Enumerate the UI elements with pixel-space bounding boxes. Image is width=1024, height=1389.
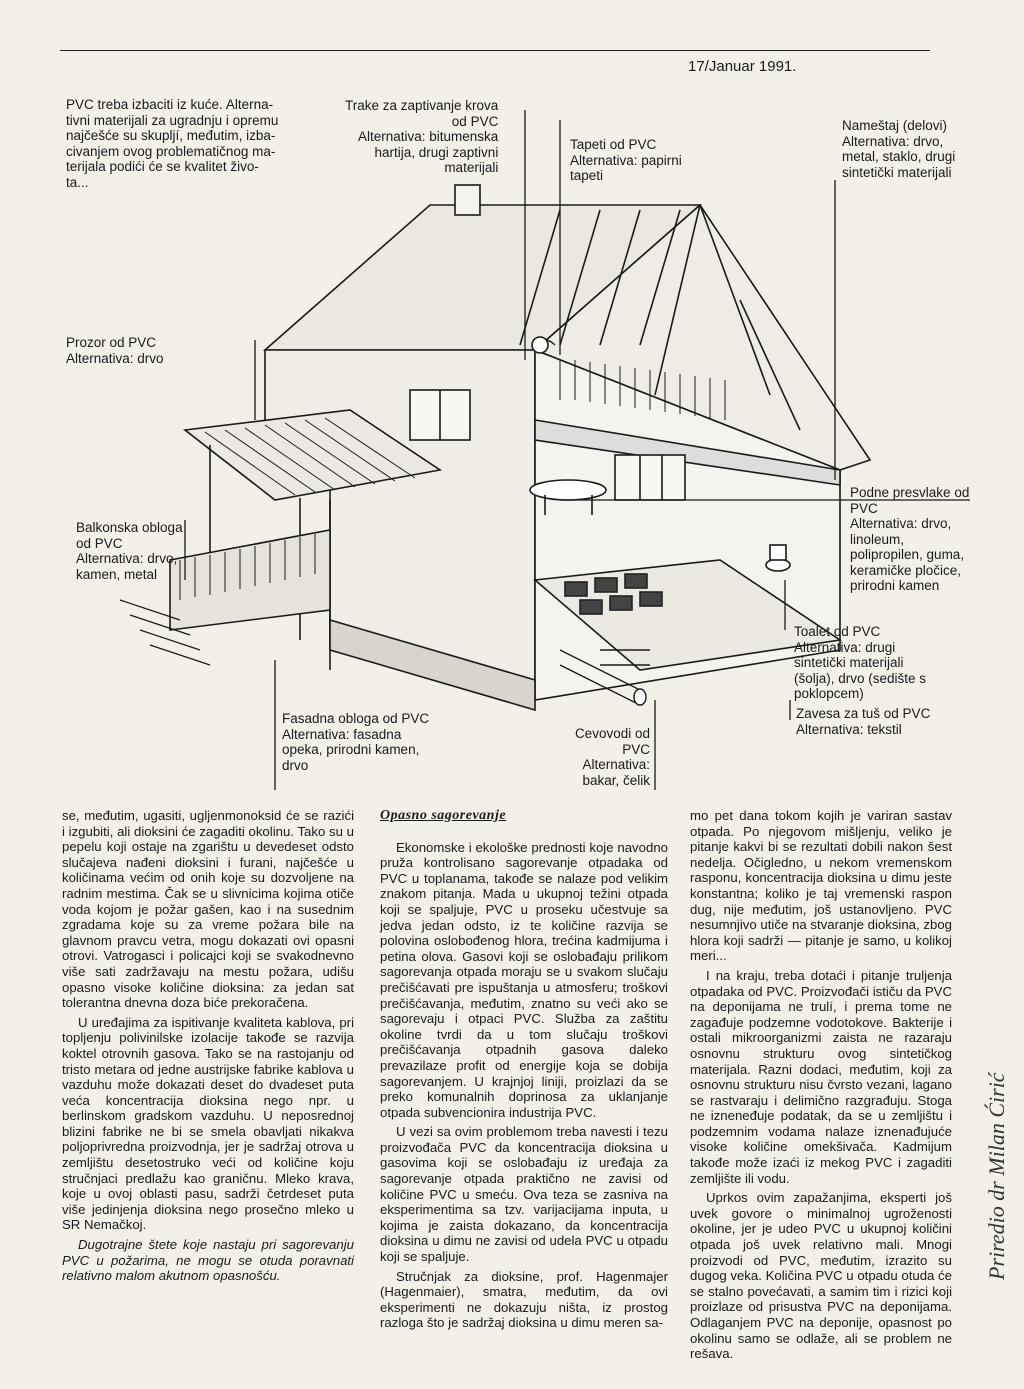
label-line: Alternativa: bitumenska [358, 129, 499, 144]
label-line: opeka, prirodni kamen, [282, 742, 420, 757]
label-zavesa [796, 706, 930, 737]
label-namestaj [842, 118, 955, 180]
label-line: linoleum, [850, 531, 905, 547]
paragraph: I na kraju, treba dotaći i pitanje truljenja otpadaka od PVC. Proizvođači ističu da PVC na deponijama ne trulí, i prema tome ne zagađuje podzemne vodotokove. Bakterije i ostali mikroorganizmi zaista ne razaraju osnovnu strukturu ovog sintetičkog materijala. Razni dodaci, međutim, koji za osnovnu strukturu nisu čvrsto vezani, lagano se rastvaraju i delimično razgrađuju. Stoga ne izneneđuje podatak, da se u zemljištu i podzemnim vodama nalaze iznenađujuće visoke količine omekšivača. Kadmijum takođe može izaći iz mekog PVC i zagaditi zemljište ili vodu. [690, 967, 952, 1186]
author-credit: Priredio dr Milan Ćirić [984, 1072, 1009, 1280]
issue-date: 17/Januar 1991. [688, 58, 797, 75]
label-prozor [66, 335, 164, 366]
intro-line: ta... [66, 174, 89, 190]
pipe-end [634, 689, 646, 705]
label-line: tapeti [570, 168, 604, 183]
cabinet [615, 455, 685, 500]
section-heading: Opasno sagorevanje [380, 808, 507, 823]
paragraph: U vezi sa ovim problemom treba navesti i tezu proizvođača PVC da koncentracija dioksina u gasovima koji se oslobađaju iz uređaja za sagorevanje otpada praktično ne zavisi od količine PVC u smeću. Ova teza se zasniva na eksperimentima sa tzv. varijacijama inputa, u kojima je zaista dokazano, da koncentracija dioksina u dimu ne zavisi od udela PVC u otpadu koji se spaljuje. [380, 1124, 668, 1265]
label-line: PVC [622, 741, 650, 757]
label-trake [345, 98, 498, 176]
label-line: Alternativa: tekstil [796, 721, 902, 737]
label-line: kamen, metal [76, 566, 158, 582]
paragraph: Ekonomske i ekološke prednosti koje navodno pruža kontrolisano sagorevanje otpadaka od PVC u toplanama, takođe se nalaze pod velikim znakom pitanja. Mada u ukupnoj težini otpada koji se spaljuje, PVC u proseku učestvuje sa jedva jedan odsto, iz te količine razvija se polovina oslobođenog hlora, trećina kadmijuma i petina olova. Gasovi koji se oslobađaju prilikom sagorevanja otpada moraju se u svakom slučaju prečišćavati pre ispuštanja u atmosferu; troškovi prečišćavanja, međutim, znatno su veći ako se sagorevaju i otpaci PVC. Služba za zaštitu okoline tvrdi da u tom slučaju troškovi prečišćavanja otpadnih gasova daleko prevazilaze profit od energije koja se dobija sagorevanjem. U krajnjoj liniji, proizlazi da se preko komunalnih doprinosa za uklanjanje otpada subvencionira industrija PVC. [380, 839, 668, 1120]
paragraph: se, međutim, ugasiti, ugljenmonoksid će se razići i izgubiti, ali dioksini će zagaditi okolinu. Tako su u pepelu koji ostaje na zgarištu u devedeset odsto slučajeva nađeni dioksini i furani, najčešće u količinama većim od onih koje su dozvoljene na radnim mestima. Čak se u slivnicima kojima otiče voda kojom je požar gašen, kao i na susednim zgradama koje su za vreme požara bile na glavnom pravcu vetra, mogu dokazati ovi opasni otrovi. Vatrogasci i policajci koji se svakodnevno više sati zadržavaju na mestu požara, udišu opasno visoke količine dioksina: za jedan sat tolerantna dnevna doza biće prekoračena. [62, 808, 354, 1011]
label-line: Alternativa: drvo, [842, 133, 944, 149]
label-line: PVC [850, 500, 878, 516]
label-line: metal, staklo, drugi [842, 149, 956, 164]
label-line: poklopcem) [794, 686, 864, 701]
paragraph: mo pet dana tokom kojih je variran sastav otpada. Po njegovom mišljenju, veliko je pitanje kakvi bi se rezultati dobili nakon šest nedelja. Očigledno, u nekom vremenskom rasponu, koncentracija dioksina u dimu jeste konstantna; koliko je taj vremenski raspon dug, nije međutim, još ustanovljeno. PVC nesumnjivo utiče na stvaranje dioksina, zbog hlora koji sadrži — pitanje je samo, u kolikoj meri... [690, 808, 952, 964]
label-line: prirodni kamen [850, 578, 940, 593]
label-tapeti [570, 137, 682, 184]
label-line: Alternativa: drugi [794, 639, 896, 655]
article-column-1 [62, 808, 354, 1288]
label-line: Prozor od PVC [66, 335, 157, 350]
label-line: Tapeti od PVC [570, 137, 657, 152]
intro-line: najčešće su skupljí, međutim, izba- [66, 128, 276, 143]
label-line: materijali [444, 160, 499, 175]
label-cevovodi [556, 726, 650, 788]
article-column-2 [380, 808, 668, 1335]
label-line: bakar, čelik [582, 772, 650, 788]
label-line: Alternativa: [582, 757, 650, 772]
label-line: Cevovodi od [574, 726, 650, 741]
label-line: Alternativa: drvo [66, 350, 164, 366]
label-line: Alternativa: drvo, [76, 551, 178, 566]
label-line: sintetički materijali [794, 655, 904, 670]
paragraph: Dugotrajne štete koje nastaju pri sagorevanju PVC u požarima, ne mogu se otuda poravnati relativno malom akutnom opasnošću. [62, 1237, 354, 1284]
label-line: sintetički materijali [842, 164, 952, 180]
label-fasada [282, 711, 429, 773]
label-balkon [76, 520, 183, 582]
label-line: keramičke pločice, [850, 562, 962, 578]
label-line: Alternativa: fasadna [282, 726, 402, 742]
label-line: polipropilen, guma, [850, 547, 965, 562]
label-line: Trake za zaptivanje krova [345, 98, 499, 113]
label-line: drvo [282, 757, 309, 773]
label-line: Nameštaj (delovi) [842, 118, 948, 133]
paragraph: Stručnjak za dioksine, prof. Hagenmajer (Hagenmaier), smatra, međutim, da ovi eksperimenti ne dokazuju ništa, iz prostog razloga što je sadržaj dioksina u dimu meren sa- [380, 1268, 668, 1331]
label-toalet [794, 624, 926, 702]
label-podne [850, 485, 969, 594]
intro-line: tivni materijali za ugradnju i opremu [66, 112, 279, 128]
label-line: hartija, drugi zaptivni [374, 144, 499, 160]
label-line: od PVC [451, 113, 499, 129]
label-line: (šolja), drvo (sedište s [794, 670, 927, 686]
label-line: Podne presvlake od [850, 485, 970, 500]
label-line: Alternativa: papirni [570, 152, 682, 168]
label-line: od PVC [76, 535, 123, 551]
label-line: Alternativa: drvo, [850, 516, 952, 531]
paragraph: U uređajima za ispitivanje kvaliteta kablova, pri topljenju polivinilske izolacije takođe se razvija koktel otrovnih gasova. Tako se na rastojanju od tristo metara od jedne austrijske fabrike kablova u vazduhu može dokazati deset do dvadeset puta veća koncentracija dioksina nego npr. u berlinskom gradskom vazduhu. U neposrednoj blizini fabrike ne bi se smela obavljati nikakva poljoprivredna proizvodnja, jer je sadržaj otrova u zemljištu desetostruko veći od količine koju stručnjaci predlažu kao graničnu. Mleko krava, koje u ovoj oblasti pasu, sadrži četrdeset puta više jedinjenja dioksina nego prosečno mleko u SR Nemačkoj. [62, 1014, 354, 1233]
balcony-deck [170, 530, 330, 630]
table [530, 480, 606, 500]
paragraph: Uprkos ovim zapažanjima, eksperti još uvek govore o minimalnoj ugroženosti okoline, jer je udeo PVC u ukupnoj količini otpada još uvek relativno mali. Mnogi proizvodi od PVC, međutim, izrazito su dugog veka. Količina PVC u otpadu otuda će se stalno povećavati, a samim tim i rizici koji proizlaze od prisustva PVC na deponijama. Odlaganjem PVC na deponije, opasnost po okolinu samo se odlaže, ali se problem ne rešava. [690, 1190, 952, 1362]
intro-line: PVC treba izbaciti iz kuće. Alterna- [66, 97, 274, 112]
intro-line: civanjem ovog problematičnog ma- [66, 143, 276, 159]
label-line: Zavesa za tuš od PVC [796, 706, 931, 721]
label-line: Fasadna obloga od PVC [282, 711, 430, 726]
article-column-3 [690, 808, 952, 1366]
label-line: Balkonska obloga [76, 520, 183, 535]
intro-line: terijala podići će se kvalitet živo- [66, 159, 259, 174]
intro-text [66, 97, 278, 190]
label-line: Toalet od PVC [794, 624, 881, 639]
